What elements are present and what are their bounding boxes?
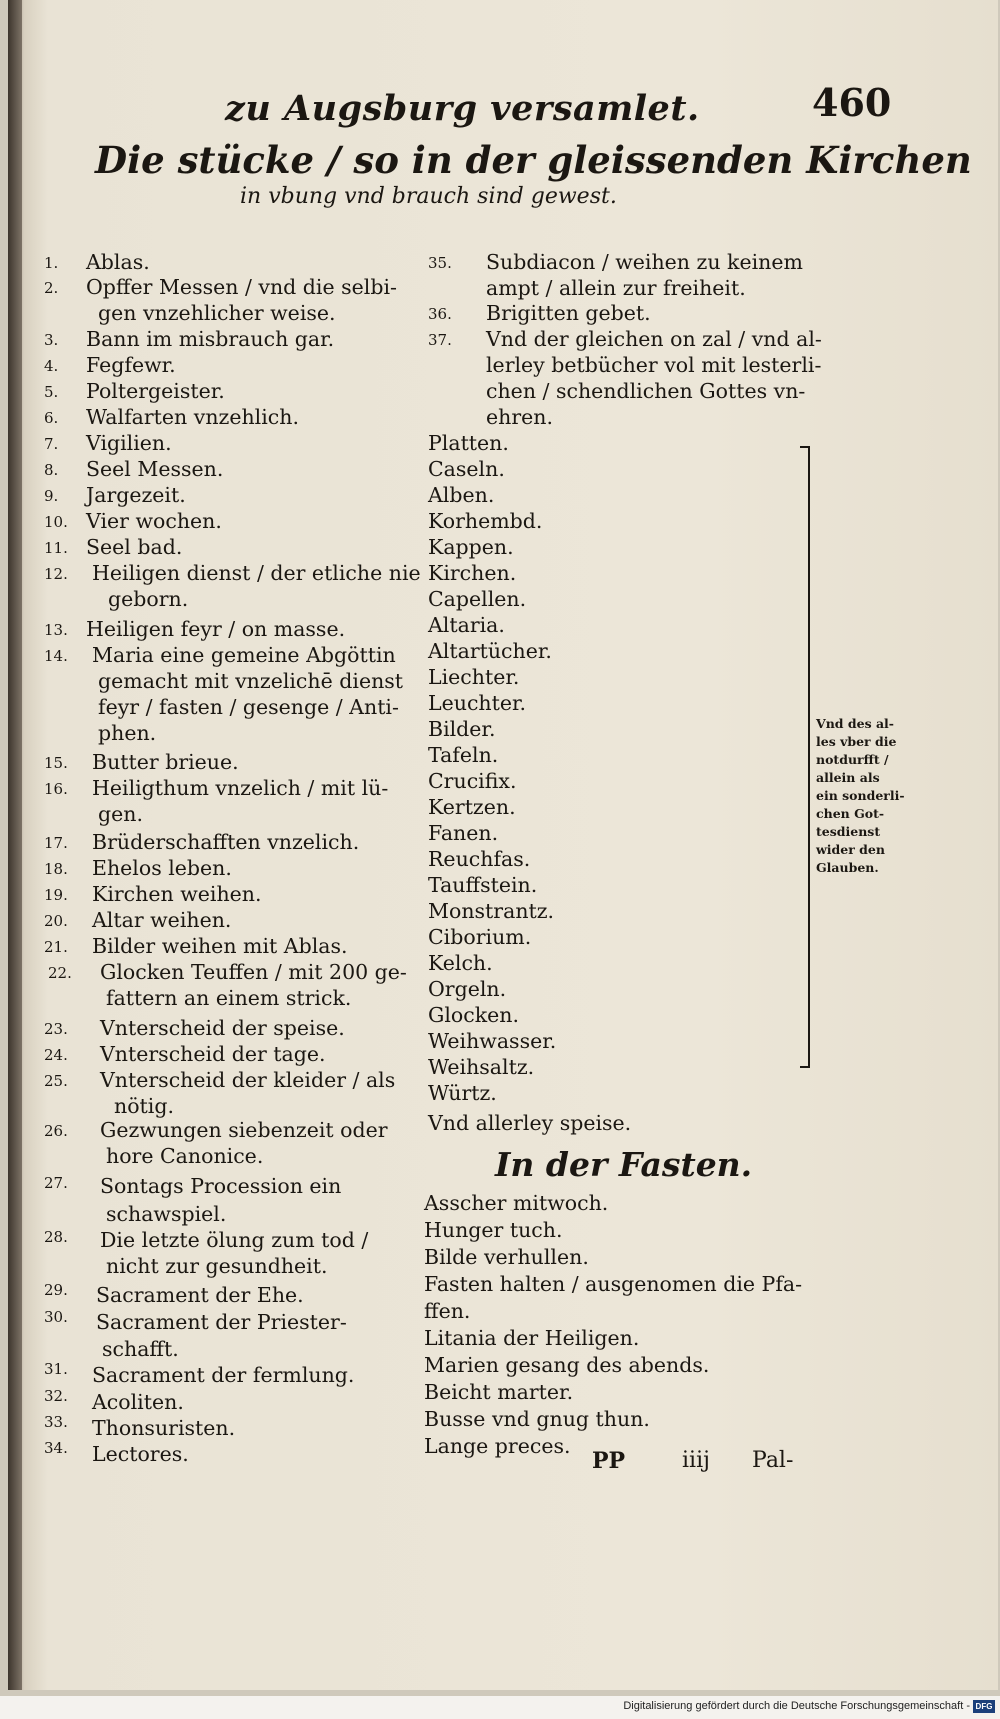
list-item-cont: ehren.: [486, 405, 553, 429]
item-number: 14.: [44, 647, 68, 665]
item-number: 7.: [44, 435, 59, 453]
brace-bracket: [798, 446, 810, 1068]
item-number: 25.: [44, 1072, 68, 1090]
list-item: Vnd der gleichen on zal / vnd al-: [486, 327, 822, 351]
item-number: 29.: [44, 1281, 68, 1299]
item-number: 17.: [44, 834, 68, 852]
marginal-note-line: chen Got-: [816, 806, 885, 821]
item-number: 18.: [44, 860, 68, 878]
marginal-note-line: notdurfft /: [816, 752, 889, 767]
list-item: Orgeln.: [428, 977, 507, 1001]
signature-mark: PP: [592, 1448, 626, 1474]
list-item: Sacrament der Ehe.: [96, 1283, 304, 1307]
list-item: Beicht marter.: [424, 1380, 574, 1404]
list-item-cont: hore Canonice.: [106, 1144, 264, 1168]
item-number: 11.: [44, 539, 68, 557]
list-item-cont: schafft.: [102, 1337, 179, 1361]
list-item: Würtz.: [428, 1081, 497, 1105]
list-item: Kertzen.: [428, 795, 516, 819]
list-item: Glocken Teuffen / mit 200 ge-: [100, 960, 407, 984]
list-item-cont: fattern an einem strick.: [106, 986, 352, 1010]
fasten-heading: In der Fasten.: [495, 1145, 753, 1184]
list-item-cont: nicht zur gesundheit.: [106, 1254, 328, 1278]
list-item: Korhembd.: [428, 509, 543, 533]
list-item: Gezwungen siebenzeit oder: [100, 1118, 388, 1142]
marginal-note-line: les vber die: [816, 734, 897, 749]
list-item-cont: chen / schendlichen Gottes vn-: [486, 379, 806, 403]
list-item: Busse vnd gnug thun.: [424, 1407, 650, 1431]
footer-credit: Digitalisierung gefördert durch die Deutsche Forschungsgemeinschaft -: [623, 1700, 970, 1712]
item-number: 4.: [44, 357, 59, 375]
page-subtitle: in vbung vnd brauch sind gewest.: [240, 184, 617, 209]
list-item: Acoliten.: [92, 1390, 184, 1414]
item-number: 30.: [44, 1308, 68, 1326]
list-item: Bilder.: [428, 717, 496, 741]
list-item: Subdiacon / weihen zu keinem: [486, 250, 803, 274]
item-number: 12.: [44, 565, 68, 583]
list-item: Asscher mitwoch.: [424, 1191, 609, 1215]
item-number: 8.: [44, 461, 59, 479]
item-number: 2.: [44, 279, 59, 297]
list-item: Vnterscheid der tage.: [100, 1042, 326, 1066]
list-item: Caseln.: [428, 457, 505, 481]
list-item: Vier wochen.: [86, 509, 222, 533]
list-item: Jargezeit.: [86, 483, 186, 507]
list-item: Kirchen.: [428, 561, 517, 585]
item-number: 1.: [44, 254, 59, 272]
list-item: Bilde verhullen.: [424, 1245, 589, 1269]
list-item: Kappen.: [428, 535, 514, 559]
list-item: Walfarten vnzehlich.: [86, 405, 299, 429]
list-item: Brigitten gebet.: [486, 301, 651, 325]
list-item: Heiligthum vnzelich / mit lü-: [92, 776, 389, 800]
item-number: 9.: [44, 487, 59, 505]
item-number: 35.: [428, 254, 452, 272]
item-number: 32.: [44, 1387, 68, 1405]
list-item: Hunger tuch.: [424, 1218, 563, 1242]
page-gutter: [8, 0, 22, 1690]
catchword: Pal-: [752, 1448, 794, 1473]
list-item: Crucifix.: [428, 769, 517, 793]
list-item: Platten.: [428, 431, 509, 455]
list-item-cont: phen.: [98, 721, 157, 745]
list-item: Altaria.: [428, 613, 505, 637]
item-number: 22.: [48, 964, 72, 982]
list-item: Marien gesang des abends.: [424, 1353, 710, 1377]
marginal-note-line: allein als: [816, 770, 880, 785]
list-item: Seel bad.: [86, 535, 183, 559]
list-item: Heiligen feyr / on masse.: [86, 617, 346, 641]
list-item: Sacrament der fermlung.: [92, 1363, 355, 1387]
list-item: Kelch.: [428, 951, 493, 975]
list-item: Vigilien.: [86, 431, 172, 455]
list-item: Vnterscheid der kleider / als: [100, 1068, 396, 1092]
item-number: 19.: [44, 886, 68, 904]
list-item: Bann im misbrauch gar.: [86, 327, 335, 351]
list-item: Brüderschafften vnzelich.: [92, 830, 360, 854]
list-item: Alben.: [428, 483, 495, 507]
list-item-cont: gen vnzehlicher weise.: [98, 301, 336, 325]
list-item: Sacrament der Priester-: [96, 1310, 347, 1334]
list-item: Leuchter.: [428, 691, 527, 715]
item-number: 10.: [44, 513, 68, 531]
list-item: Litania der Heiligen.: [424, 1326, 640, 1350]
marginal-note-line: ein sonderli-: [816, 788, 905, 803]
item-number: 33.: [44, 1413, 68, 1431]
list-item: Vnterscheid der speise.: [100, 1016, 345, 1040]
list-item: Altar weihen.: [92, 908, 232, 932]
list-item: Reuchfas.: [428, 847, 531, 871]
item-number: 36.: [428, 305, 452, 323]
list-item: Weihwasser.: [428, 1029, 557, 1053]
list-item: Ablas.: [86, 250, 150, 274]
item-number: 21.: [44, 938, 68, 956]
list-item: Altartücher.: [428, 639, 552, 663]
list-item: Fanen.: [428, 821, 499, 845]
list-item: Butter brieue.: [92, 750, 239, 774]
item-number: 23.: [44, 1020, 68, 1038]
list-item-cont: schawspiel.: [106, 1202, 227, 1226]
list-item: Heiligen dienst / der etliche nie: [92, 561, 421, 585]
list-item-cont: gen.: [98, 802, 143, 826]
list-item: Lange preces.: [424, 1434, 571, 1458]
item-number: 34.: [44, 1439, 68, 1457]
item-number: 16.: [44, 780, 68, 798]
item-number: 15.: [44, 754, 68, 772]
list-item-cont: gemacht mit vnzelichē dienst: [98, 669, 404, 693]
list-item: Glocken.: [428, 1003, 520, 1027]
list-item: Poltergeister.: [86, 379, 225, 403]
list-item: Capellen.: [428, 587, 527, 611]
list-item-cont: feyr / fasten / gesenge / Anti-: [98, 695, 399, 719]
item-number: 3.: [44, 331, 59, 349]
item-number: 13.: [44, 621, 68, 639]
marginal-note-line: tesdienst: [816, 824, 881, 839]
list-item: Ciborium.: [428, 925, 532, 949]
item-number: 27.: [44, 1174, 68, 1192]
list-item: Die letzte ölung zum tod /: [100, 1228, 369, 1252]
marginal-note-line: Glauben.: [816, 860, 879, 875]
list-item: Tafeln.: [428, 743, 499, 767]
page-title: Die stücke / so in der gleissenden Kirchen: [95, 138, 972, 182]
marginal-note-line: wider den: [816, 842, 885, 857]
list-item: Thonsuristen.: [92, 1416, 236, 1440]
list-item-cont: ampt / allein zur freiheit.: [486, 276, 746, 300]
list-item: Seel Messen.: [86, 457, 224, 481]
list-item: Weihsaltz.: [428, 1055, 535, 1079]
item-number: 5.: [44, 383, 59, 401]
list-item-cont: geborn.: [108, 587, 189, 611]
list-item-cont: ffen.: [424, 1299, 471, 1323]
item-number: 37.: [428, 331, 452, 349]
list-item: Fegfewr.: [86, 353, 176, 377]
dfg-logo: DFG: [973, 1700, 995, 1713]
list-item: Sontags Procession ein: [100, 1174, 342, 1198]
item-number: 28.: [44, 1228, 68, 1246]
list-item: Fasten halten / ausgenomen die Pfa-: [424, 1272, 803, 1296]
page-number: 460: [812, 80, 892, 125]
list-item: Maria eine gemeine Abgöttin: [92, 643, 396, 667]
list-item-cont: lerley betbücher vol mit lesterli-: [486, 353, 822, 377]
list-item: Vnd allerley speise.: [428, 1111, 632, 1135]
item-number: 26.: [44, 1122, 68, 1140]
item-number: 31.: [44, 1360, 68, 1378]
list-item: Lectores.: [92, 1442, 189, 1466]
list-item: Kirchen weihen.: [92, 882, 262, 906]
list-item: Ehelos leben.: [92, 856, 232, 880]
list-item: Opffer Messen / vnd die selbi-: [86, 275, 397, 299]
item-number: 6.: [44, 409, 59, 427]
item-number: 24.: [44, 1046, 68, 1064]
signature-leaf: iiij: [682, 1448, 710, 1473]
list-item: Bilder weihen mit Ablas.: [92, 934, 348, 958]
list-item: Liechter.: [428, 665, 520, 689]
list-item-cont: nötig.: [114, 1094, 174, 1118]
item-number: 20.: [44, 912, 68, 930]
list-item: Monstrantz.: [428, 899, 555, 923]
running-head: zu Augsburg versamlet.: [225, 88, 700, 129]
marginal-note-line: Vnd des al-: [816, 716, 894, 731]
list-item: Tauffstein.: [428, 873, 538, 897]
